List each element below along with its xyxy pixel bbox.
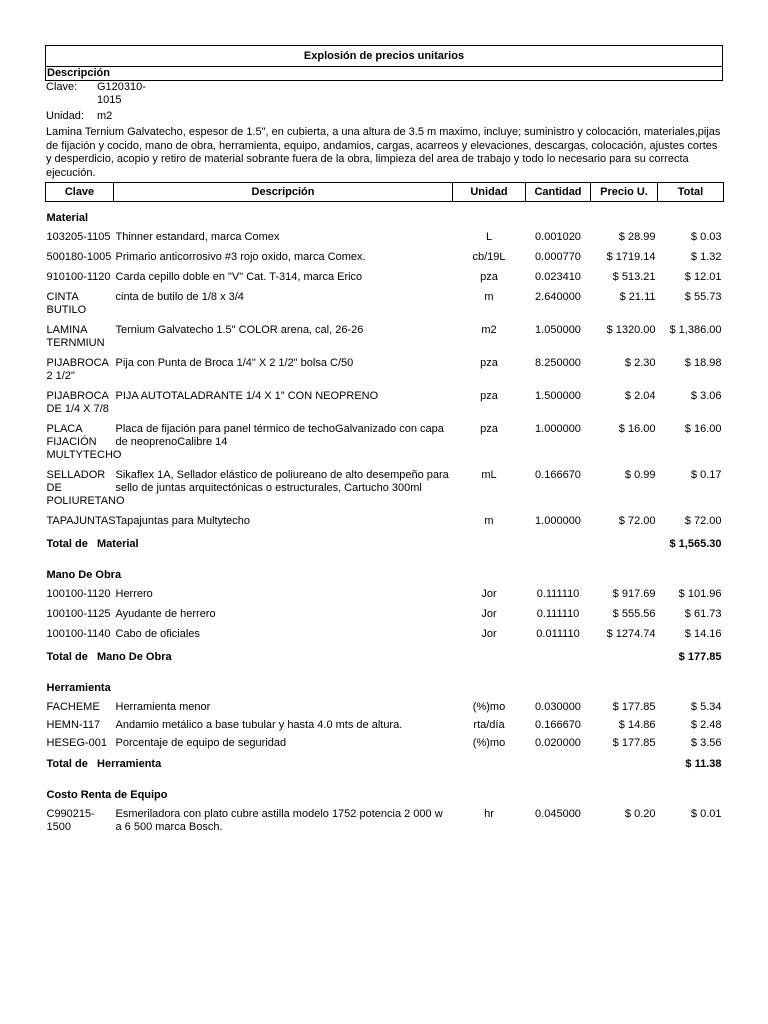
table-row bbox=[46, 737, 724, 755]
table-row bbox=[46, 231, 724, 251]
cell-precio: $ 917.69 bbox=[612, 588, 656, 600]
section-header-equipo bbox=[46, 779, 724, 808]
cell-clave: 100100-1120 bbox=[46, 588, 111, 600]
cell-total: $ 12.01 bbox=[684, 271, 722, 283]
cell-cantidad: 2.640000 bbox=[535, 291, 581, 303]
cell-total: $ 3.56 bbox=[690, 737, 722, 749]
cell-precio: $ 1320.00 bbox=[606, 324, 656, 336]
cell-total: $ 1,386.00 bbox=[669, 324, 722, 336]
cell-clave: HESEG-001 bbox=[46, 737, 108, 749]
cell-total: $ 14.16 bbox=[684, 628, 722, 640]
unidad-label: Unidad: bbox=[46, 110, 84, 122]
cell-unidad: m bbox=[484, 291, 494, 303]
cell-total: $ 3.06 bbox=[690, 390, 722, 402]
item-description: Lamina Ternium Galvatecho, espesor de 1.5", en cubierta, a una altura de 3.5 m maximo, incluye; suministro y colocación, materiales,pijas de fijación y cocido, mano de obra, herramienta, equipo, andamios, cargas, acarreos y elevaciones, descargas, colocación, ajustes cortes y desperdicio, acopio y retiro de material sobrante fuera de la obra, limpieza del area de trabajo y todo lo necesario para su correcta ejecución. bbox=[46, 126, 721, 179]
cell-cantidad: 0.166670 bbox=[535, 469, 581, 481]
table-row bbox=[46, 808, 724, 841]
table-row bbox=[46, 701, 724, 719]
cell-descripcion: Thinner estandard, marca Comex bbox=[115, 231, 280, 243]
cell-clave: LAMINA TERNMIUN bbox=[46, 324, 105, 349]
cell-total: $ 1.32 bbox=[690, 251, 722, 263]
cell-cantidad: 0.001020 bbox=[535, 231, 581, 243]
page-title: Explosión de precios unitarios bbox=[45, 45, 723, 67]
cell-unidad: Jor bbox=[481, 588, 497, 600]
section-header-mano-obra bbox=[46, 559, 724, 588]
cell-descripcion: Tapajuntas para Multytecho bbox=[115, 515, 251, 527]
cell-cantidad: 1.500000 bbox=[535, 390, 581, 402]
unidad-value: m2 bbox=[97, 110, 113, 122]
cell-precio: $ 177.85 bbox=[612, 737, 656, 749]
cell-unidad: rta/día bbox=[473, 719, 505, 731]
section-title: Costo Renta de Equipo bbox=[46, 789, 168, 801]
cell-unidad: cb/19L bbox=[472, 251, 506, 263]
table-row bbox=[46, 251, 724, 271]
cell-unidad: L bbox=[485, 231, 493, 243]
cell-precio: $ 2.04 bbox=[624, 390, 656, 402]
section-title: Herramienta bbox=[46, 682, 111, 694]
cell-descripcion: Herramienta menor bbox=[115, 701, 211, 713]
section-title: Material bbox=[46, 212, 89, 224]
total-value: $ 11.38 bbox=[685, 758, 722, 770]
cell-clave: HEMN-117 bbox=[46, 719, 101, 731]
cell-precio: $ 1274.74 bbox=[606, 628, 656, 640]
clave-value: G120310-1015 bbox=[97, 81, 146, 106]
section-total-material bbox=[46, 535, 724, 559]
cell-descripcion: Pija con Punta de Broca 1/4" X 2 1/2" bolsa C/50 bbox=[115, 357, 354, 369]
section-header-material bbox=[46, 202, 724, 232]
cell-cantidad: 8.250000 bbox=[535, 357, 581, 369]
cell-clave: CINTA BUTILO bbox=[46, 291, 87, 316]
table-row bbox=[46, 608, 724, 628]
cell-cantidad: 0.011110 bbox=[536, 628, 580, 640]
cell-cantidad: 0.045000 bbox=[535, 808, 581, 820]
cell-clave: PIJABROCA DE 1/4 X 7/8 bbox=[46, 390, 109, 415]
cell-descripcion: Porcentaje de equipo de seguridad bbox=[115, 737, 287, 749]
cell-clave: 500180-1005 bbox=[46, 251, 112, 263]
section-title: Mano De Obra bbox=[46, 569, 122, 581]
cell-clave: FACHEME bbox=[46, 701, 100, 713]
cell-clave: TAPAJUNTAS bbox=[46, 515, 116, 527]
col-clave: Clave bbox=[46, 183, 114, 202]
cell-clave: 910100-1120 bbox=[46, 271, 111, 283]
cell-descripcion: Esmeriladora con plato cubre astilla modelo 1752 potencia 2 000 w a 6 500 marca Bosch. bbox=[115, 808, 443, 833]
cell-descripcion: Ayudante de herrero bbox=[115, 608, 216, 620]
cell-unidad: mL bbox=[481, 469, 497, 481]
cell-precio: $ 1719.14 bbox=[606, 251, 656, 263]
cell-precio: $ 0.99 bbox=[624, 469, 656, 481]
cell-descripcion: Andamio metálico a base tubular y hasta 4.0 mts de altura. bbox=[115, 719, 403, 731]
cell-unidad: hr bbox=[484, 808, 494, 820]
table-row bbox=[46, 390, 724, 423]
cell-cantidad: 0.020000 bbox=[535, 737, 581, 749]
cell-precio: $ 513.21 bbox=[612, 271, 656, 283]
cell-cantidad: 1.000000 bbox=[535, 423, 581, 435]
section-total-mano-obra bbox=[46, 648, 724, 672]
cell-descripcion: Cabo de oficiales bbox=[115, 628, 200, 640]
cell-precio: $ 177.85 bbox=[612, 701, 656, 713]
table-header-row bbox=[46, 183, 724, 202]
table-body bbox=[46, 202, 724, 842]
cell-total: $ 0.03 bbox=[690, 231, 722, 243]
table-row bbox=[46, 423, 724, 469]
cell-unidad: pza bbox=[480, 271, 498, 283]
document bbox=[45, 45, 723, 841]
cell-cantidad: 0.166670 bbox=[535, 719, 581, 731]
cell-precio: $ 555.56 bbox=[612, 608, 656, 620]
cell-precio: $ 28.99 bbox=[618, 231, 656, 243]
cell-cantidad: 0.111110 bbox=[536, 608, 580, 620]
cell-total: $ 16.00 bbox=[684, 423, 722, 435]
cell-unidad: (%)mo bbox=[472, 737, 506, 749]
cell-descripcion: Ternium Galvatecho 1.5" COLOR arena, cal, 26-26 bbox=[115, 324, 364, 336]
total-label: Total de Herramienta bbox=[46, 758, 162, 770]
descripcion-heading: Descripción bbox=[45, 67, 723, 81]
col-total: Total bbox=[658, 183, 724, 202]
table-row bbox=[46, 719, 724, 737]
cell-clave: SELLADOR DE POLIURETANO bbox=[46, 469, 125, 507]
cell-cantidad: 0.111110 bbox=[536, 588, 580, 600]
cell-unidad: Jor bbox=[481, 628, 497, 640]
col-descripcion: Descripción bbox=[114, 183, 453, 202]
cell-total: $ 0.17 bbox=[690, 469, 722, 481]
cell-total: $ 2.48 bbox=[690, 719, 722, 731]
cell-clave: PIJABROCA 2 1/2" bbox=[46, 357, 109, 382]
cell-clave: C990215-1500 bbox=[46, 808, 95, 833]
cell-cantidad: 0.030000 bbox=[535, 701, 581, 713]
cell-cantidad: 0.000770 bbox=[535, 251, 581, 263]
section-total-herramienta bbox=[46, 755, 724, 779]
cell-unidad: m2 bbox=[481, 324, 497, 336]
cell-precio: $ 0.20 bbox=[624, 808, 656, 820]
cell-precio: $ 72.00 bbox=[618, 515, 656, 527]
table-row bbox=[46, 515, 724, 535]
cell-total: $ 0.01 bbox=[690, 808, 722, 820]
cell-clave: PLACA FIJACIÓN MULTYTECHO bbox=[46, 423, 122, 461]
col-precio: Precio U. bbox=[591, 183, 658, 202]
col-unidad: Unidad bbox=[453, 183, 526, 202]
cell-cantidad: 0.023410 bbox=[535, 271, 581, 283]
table-row bbox=[46, 271, 724, 291]
cell-unidad: pza bbox=[480, 423, 498, 435]
clave-label: Clave: bbox=[46, 81, 78, 93]
cell-clave: 100100-1140 bbox=[46, 628, 111, 640]
total-value: $ 177.85 bbox=[678, 651, 722, 663]
cell-clave: 100100-1125 bbox=[46, 608, 111, 620]
table-row bbox=[46, 324, 724, 357]
cell-unidad: pza bbox=[480, 357, 498, 369]
cell-cantidad: 1.050000 bbox=[535, 324, 581, 336]
cell-precio: $ 14.86 bbox=[618, 719, 656, 731]
section-header-herramienta bbox=[46, 672, 724, 701]
cell-descripcion: Placa de fijación para panel térmico de techoGalvanizado con capa de neoprenoCalibre 14 bbox=[115, 423, 444, 448]
cell-total: $ 61.73 bbox=[684, 608, 722, 620]
cell-descripcion: Sikaflex 1A, Sellador elástico de poliureano de alto desempeño para sello de juntas arquitectónicas o estructurales, Cartucho 300ml bbox=[115, 469, 449, 494]
cell-unidad: pza bbox=[480, 390, 498, 402]
cell-total: $ 101.96 bbox=[678, 588, 722, 600]
cell-total: $ 55.73 bbox=[684, 291, 722, 303]
table-row bbox=[46, 588, 724, 608]
table-row bbox=[46, 628, 724, 648]
cell-descripcion: Herrero bbox=[115, 588, 153, 600]
total-label: Total de Mano De Obra bbox=[46, 651, 172, 663]
table-row bbox=[46, 469, 724, 515]
table-row bbox=[46, 357, 724, 390]
cell-unidad: (%)mo bbox=[472, 701, 506, 713]
cell-descripcion: Primario anticorrosivo #3 rojo oxido, marca Comex. bbox=[115, 251, 366, 263]
cell-descripcion: PIJA AUTOTALADRANTE 1/4 X 1" CON NEOPRENO bbox=[115, 390, 379, 402]
price-table bbox=[45, 182, 724, 841]
cell-total: $ 5.34 bbox=[690, 701, 722, 713]
cell-total: $ 18.98 bbox=[684, 357, 722, 369]
cell-unidad: m bbox=[484, 515, 494, 527]
cell-cantidad: 1.000000 bbox=[535, 515, 581, 527]
cell-total: $ 72.00 bbox=[684, 515, 722, 527]
total-label: Total de Material bbox=[46, 538, 139, 550]
cell-descripcion: Carda cepillo doble en "V" Cat. T-314, marca Erico bbox=[115, 271, 363, 283]
cell-unidad: Jor bbox=[481, 608, 497, 620]
cell-descripcion: cinta de butilo de 1/8 x 3/4 bbox=[115, 291, 244, 303]
total-value: $ 1,565.30 bbox=[669, 538, 722, 550]
cell-clave: 103205-1105 bbox=[46, 231, 111, 243]
col-cantidad: Cantidad bbox=[526, 183, 591, 202]
cell-precio: $ 16.00 bbox=[618, 423, 656, 435]
item-meta bbox=[45, 81, 723, 126]
table-row bbox=[46, 291, 724, 324]
cell-precio: $ 2.30 bbox=[624, 357, 656, 369]
cell-precio: $ 21.11 bbox=[619, 291, 656, 303]
